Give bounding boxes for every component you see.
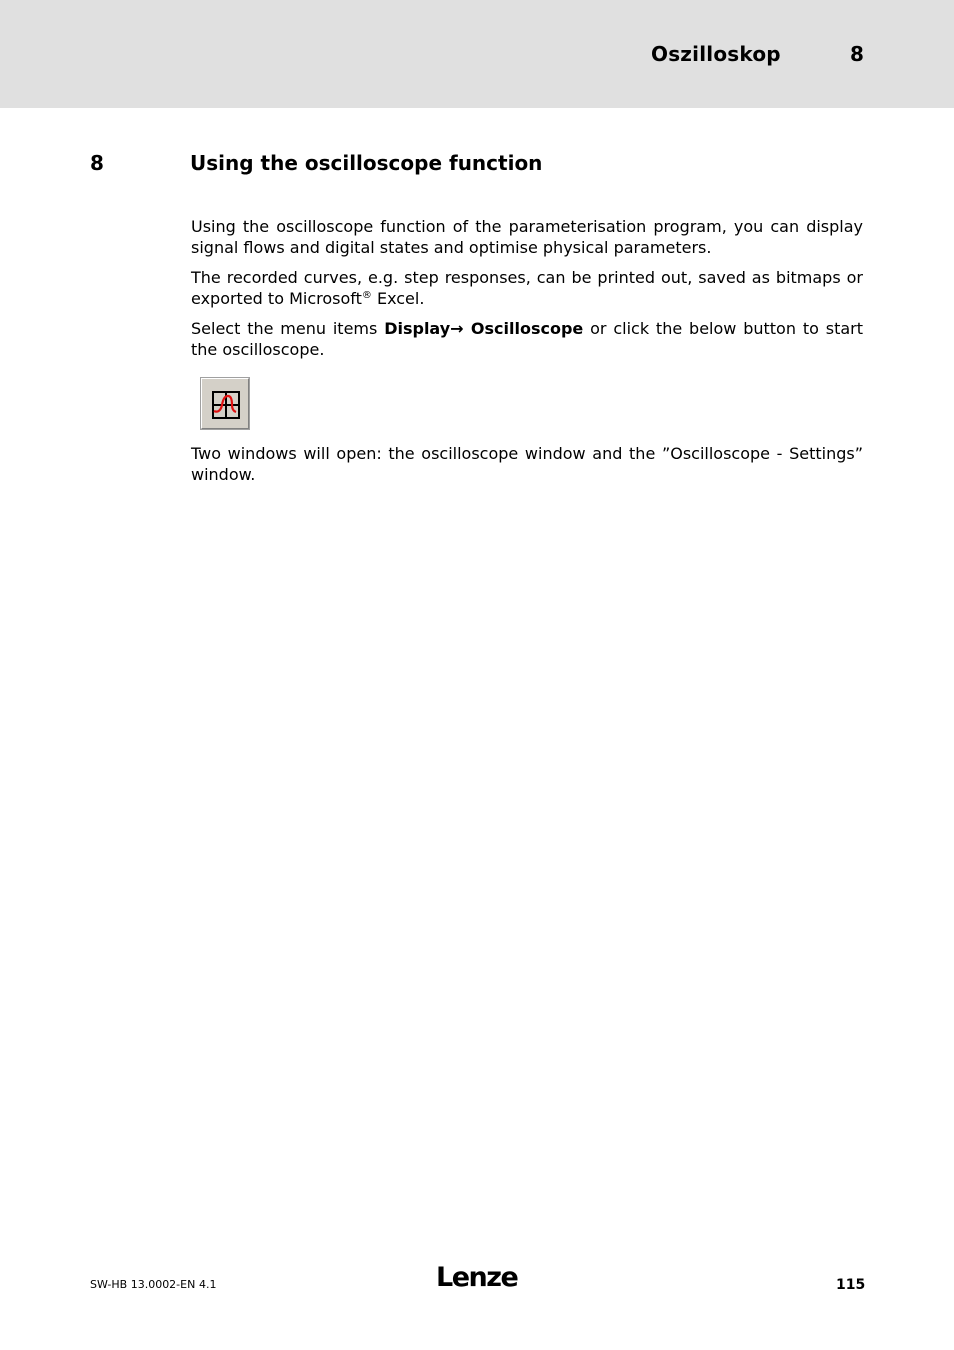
oscilloscope-button[interactable] bbox=[201, 378, 249, 429]
section-title: Using the oscilloscope function bbox=[190, 151, 543, 175]
paragraph-windows: Two windows will open: the oscilloscope window and the ”Oscilloscope - Settings” window. bbox=[191, 444, 863, 484]
paragraph-export bbox=[191, 267, 863, 309]
paragraph-intro: Using the oscilloscope function of the parameterisation program, you can display signal flows and digital states and optimise physical parameters. bbox=[191, 217, 863, 257]
footer-version: 4.1 bbox=[199, 1278, 217, 1291]
paragraph-export-text-end: Excel. bbox=[371, 289, 425, 308]
lenze-logo: Lenze bbox=[436, 1262, 518, 1293]
paragraph-start-instructions bbox=[191, 318, 863, 360]
menu-item-display: Display bbox=[384, 319, 451, 338]
page-header bbox=[0, 0, 954, 108]
oscilloscope-icon bbox=[212, 391, 240, 419]
paragraph-start-text-end: or click the below button to start the oscilloscope. bbox=[191, 319, 864, 359]
footer-document-id: SW-HB 13.0002-EN bbox=[90, 1278, 196, 1291]
menu-arrow: → bbox=[450, 319, 471, 338]
menu-item-oscilloscope: Oscilloscope bbox=[470, 319, 584, 338]
registered-mark: ® bbox=[361, 290, 372, 301]
section-number: 8 bbox=[90, 151, 104, 175]
paragraph-start-text: Select the menu items bbox=[191, 319, 385, 338]
header-chapter-number: 8 bbox=[850, 42, 864, 66]
header-title: Oszilloskop bbox=[651, 42, 781, 66]
page-number: 115 bbox=[836, 1277, 866, 1293]
paragraph-export-text: The recorded curves, e.g. step responses, can be printed out, saved as bitmaps or exported to Microsoft bbox=[191, 268, 863, 308]
